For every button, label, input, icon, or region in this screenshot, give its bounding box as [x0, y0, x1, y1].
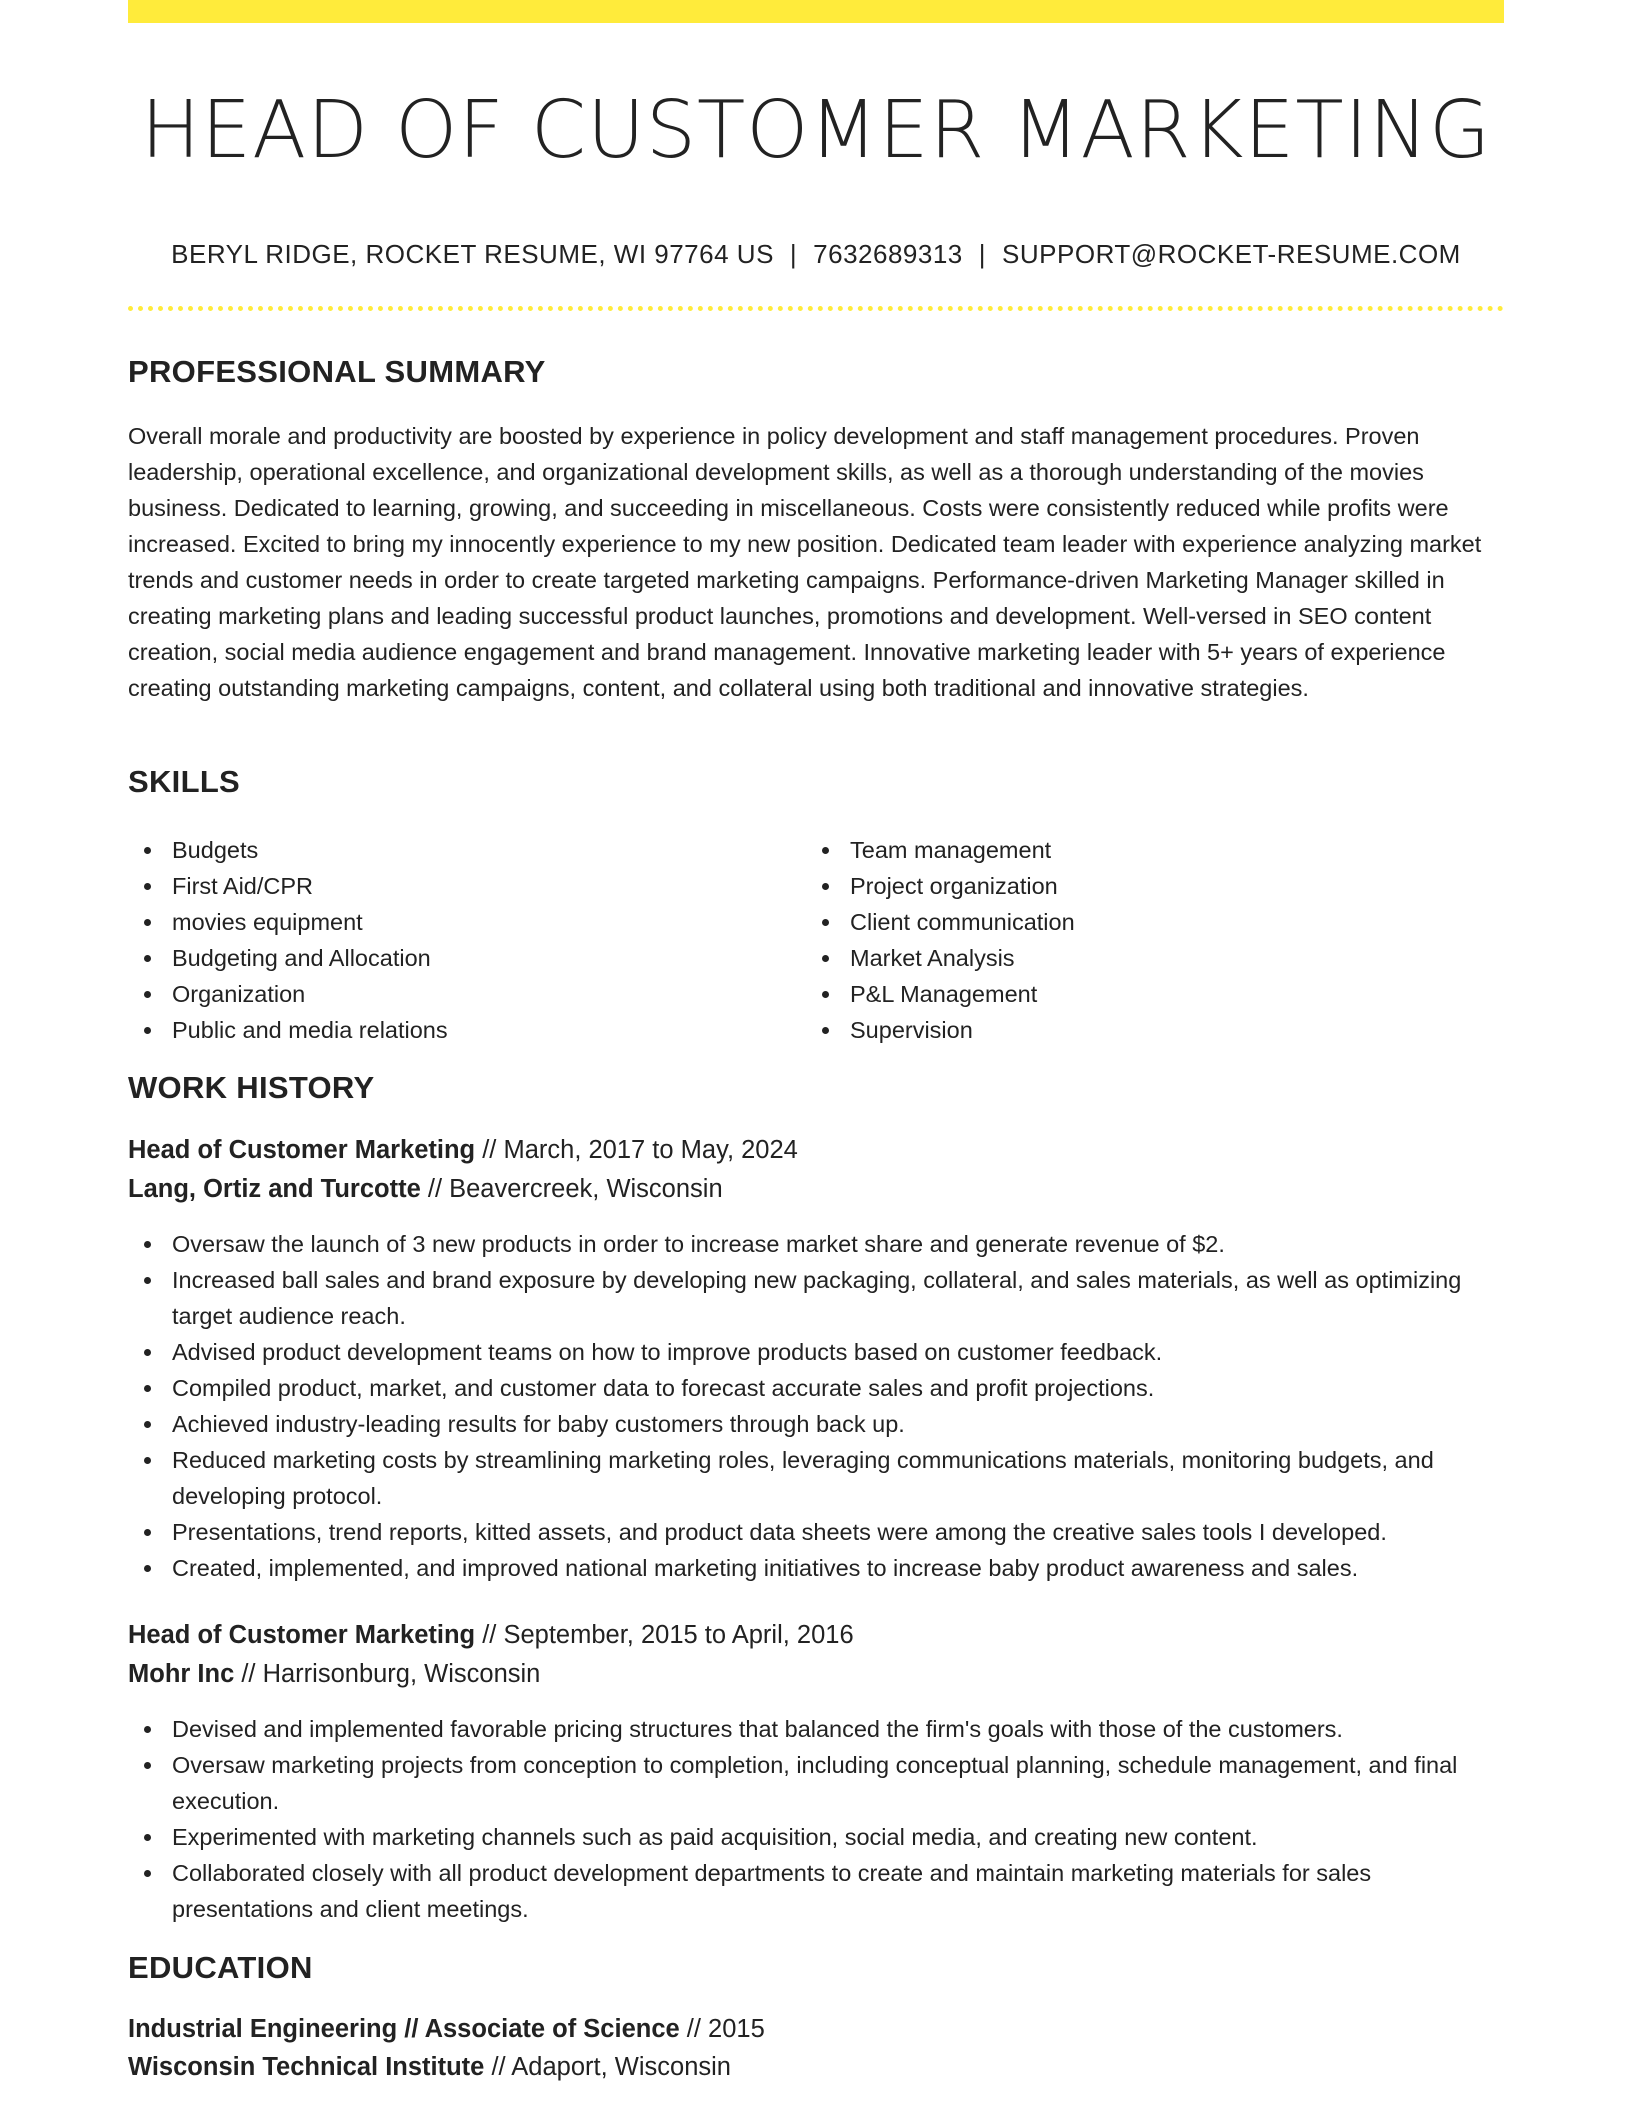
education-year: // 2015 [679, 2015, 765, 2043]
contact-address: BERYL RIDGE, ROCKET RESUME, WI 97764 US [171, 239, 774, 269]
job-bullet: Advised product development teams on how to improve products based on customer feedback. [128, 1334, 1504, 1370]
accent-top-bar [128, 0, 1504, 23]
job-role: Head of Customer Marketing [128, 1621, 476, 1649]
resume-page [128, 0, 1504, 2112]
skill-item: Project organization [806, 868, 1075, 904]
section-title-education: EDUCATION [128, 1950, 313, 1985]
job-location: // Harrisonburg, Wisconsin [234, 1660, 541, 1688]
job-bullet: Reduced marketing costs by streamlining marketing roles, leveraging communications materials, monitoring budgets, and developing protocol. [128, 1442, 1504, 1514]
education-degree-line [128, 2010, 1504, 2048]
contact-separator: | [978, 239, 987, 269]
education-location: // Adaport, Wisconsin [484, 2053, 731, 2081]
education-school-line [128, 2048, 1504, 2086]
skills-column-right [806, 832, 1075, 1048]
skill-item: Market Analysis [806, 940, 1075, 976]
contact-email: SUPPORT@ROCKET-RESUME.COM [1002, 239, 1461, 269]
education-degree: Industrial Engineering // Associate of Science [128, 2015, 680, 2043]
job-company: Lang, Ortiz and Turcotte [128, 1175, 421, 1203]
job-bullet: Achieved industry-leading results for baby customers through back up. [128, 1406, 1504, 1442]
job-bullet: Compiled product, market, and customer data to forecast accurate sales and profit projections. [128, 1370, 1504, 1406]
skill-item: P&L Management [806, 976, 1075, 1012]
skill-item: movies equipment [128, 904, 448, 940]
skills-list [128, 832, 1504, 1052]
education-school: Wisconsin Technical Institute [128, 2053, 485, 2081]
job-bullet: Collaborated closely with all product development departments to create and maintain marketing materials for sales presentations and client meetings. [128, 1855, 1504, 1927]
job-role: Head of Customer Marketing [128, 1136, 476, 1164]
resume-title: HEAD OF CUSTOMER MARKETING [140, 84, 1492, 176]
job-bullet: Presentations, trend reports, kitted assets, and product data sheets were among the creative sales tools I developed. [128, 1514, 1504, 1550]
skill-item: First Aid/CPR [128, 868, 448, 904]
job-bullets [128, 1711, 1504, 1927]
job-title-line [128, 1616, 1504, 1654]
skill-item: Public and media relations [128, 1012, 448, 1048]
contact-line [128, 236, 1504, 272]
job-dates: // March, 2017 to May, 2024 [475, 1136, 798, 1164]
skill-item: Client communication [806, 904, 1075, 940]
summary-text: Overall morale and productivity are boosted by experience in policy development and staff management procedures. Proven leadership, operational excellence, and organizational development skills, as well as a thorough understanding of the movies business. Dedicated to learning, growing, and succeeding in miscellaneous. Costs were consistently reduced while profits were increased. Excited to bring my innocently experience to my new position. Dedicated team leader with experience analyzing market trends and customer needs in order to create targeted marketing campaigns. Performance-driven Marketing Manager skilled in creating marketing plans and leading successful product launches, promotions and development. Well-versed in SEO content creation, social media audience engagement and brand management. Innovative marketing leader with 5+ years of experience creating outstanding marketing campaigns, content, and collateral using both traditional and innovative strategies. [128, 423, 1482, 701]
job-bullet: Oversaw marketing projects from conception to completion, including conceptual planning, schedule management, and final execution. [128, 1747, 1504, 1819]
skill-item: Budgets [128, 832, 448, 868]
job-company-line [128, 1170, 1504, 1208]
section-title-skills: SKILLS [128, 764, 241, 799]
job-bullet: Devised and implemented favorable pricing structures that balanced the firm's goals with those of the customers. [128, 1711, 1504, 1747]
dotted-divider [128, 306, 1504, 311]
skill-item: Team management [806, 832, 1075, 868]
job-bullet: Created, implemented, and improved national marketing initiatives to increase baby product awareness and sales. [128, 1550, 1504, 1586]
contact-separator: | [789, 239, 798, 269]
skill-item: Organization [128, 976, 448, 1012]
job-location: // Beavercreek, Wisconsin [420, 1175, 723, 1203]
section-title-summary: PROFESSIONAL SUMMARY [128, 354, 546, 389]
section-title-work: WORK HISTORY [128, 1070, 375, 1105]
job-title-line [128, 1131, 1504, 1169]
skill-item: Budgeting and Allocation [128, 940, 448, 976]
job-bullet: Experimented with marketing channels such as paid acquisition, social media, and creating new content. [128, 1819, 1504, 1855]
job-bullets [128, 1226, 1504, 1586]
job-company: Mohr Inc [128, 1660, 235, 1688]
job-company-line [128, 1655, 1504, 1693]
job-bullet: Oversaw the launch of 3 new products in order to increase market share and generate revenue of $2. [128, 1226, 1504, 1262]
skills-column-left [128, 832, 448, 1048]
job-dates: // September, 2015 to April, 2016 [475, 1621, 854, 1649]
skill-item: Supervision [806, 1012, 1075, 1048]
job-bullet: Increased ball sales and brand exposure by developing new packaging, collateral, and sales materials, as well as optimizing target audience reach. [128, 1262, 1504, 1334]
contact-phone: 7632689313 [813, 239, 963, 269]
